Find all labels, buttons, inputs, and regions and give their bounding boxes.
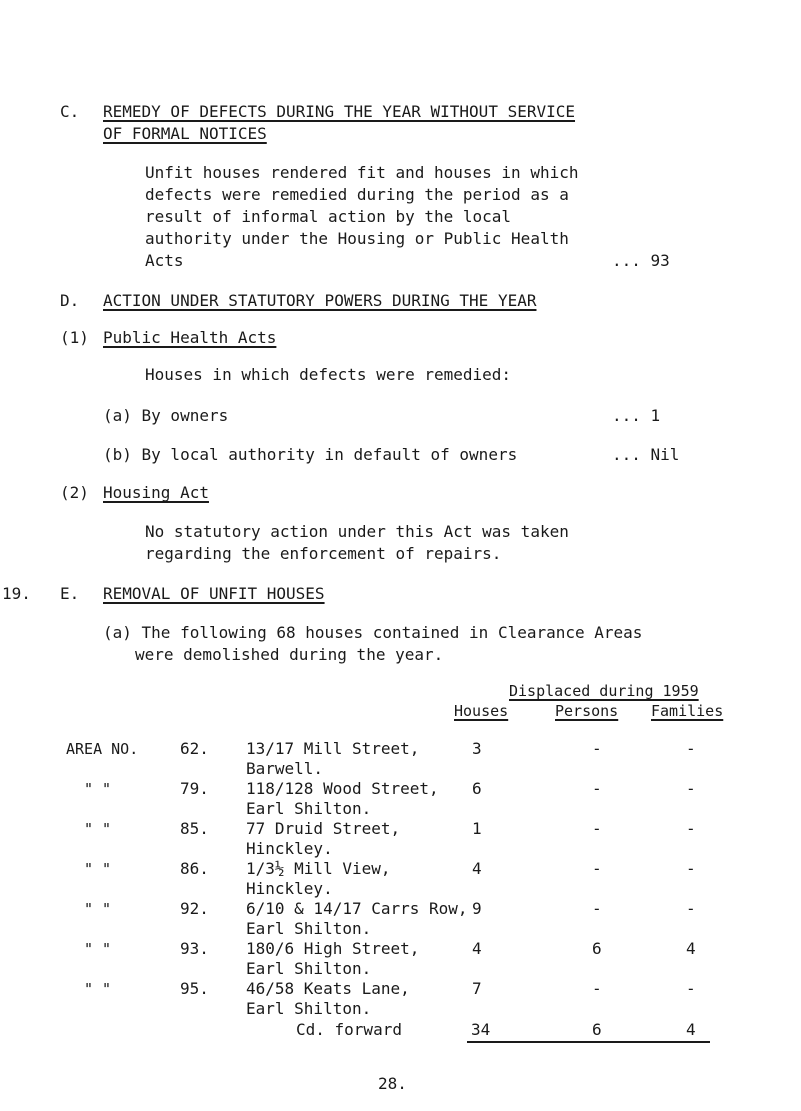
section-e-letter: E. bbox=[60, 584, 80, 603]
total-label: Cd. forward bbox=[296, 1020, 402, 1039]
families-count: - bbox=[686, 819, 696, 838]
section-c-para-line: authority under the Housing or Public Health bbox=[145, 229, 569, 248]
families-count: - bbox=[686, 739, 696, 758]
address-line1: 1/3½ Mill View, bbox=[246, 859, 391, 878]
address-line2: Earl Shilton. bbox=[246, 919, 372, 938]
persons-count: - bbox=[592, 819, 602, 838]
subsection-2-number: (2) bbox=[60, 483, 89, 502]
area-number: 62. bbox=[180, 739, 209, 758]
houses-count: 6 bbox=[472, 779, 482, 798]
persons-count: - bbox=[592, 979, 602, 998]
total-top-rule bbox=[467, 1041, 710, 1043]
persons-count: - bbox=[592, 899, 602, 918]
subsection-1-title: Public Health Acts bbox=[103, 328, 277, 347]
address-line2: Earl Shilton. bbox=[246, 799, 372, 818]
area-label: " " bbox=[84, 900, 112, 918]
area-number: 92. bbox=[180, 899, 209, 918]
subsection-2-line: regarding the enforcement of repairs. bbox=[145, 544, 502, 563]
subsection-2-title: Housing Act bbox=[103, 483, 209, 502]
item-b-value: ... Nil bbox=[612, 445, 680, 464]
persons-count: - bbox=[592, 739, 602, 758]
persons-count: 6 bbox=[592, 939, 602, 958]
houses-count: 7 bbox=[472, 979, 482, 998]
section-e-intro-line: (a) The following 68 houses contained in Clearance Areas bbox=[103, 623, 643, 642]
houses-count: 4 bbox=[472, 939, 482, 958]
address-line1: 6/10 & 14/17 Carrs Row, bbox=[246, 899, 468, 918]
families-count: - bbox=[686, 979, 696, 998]
houses-count: 1 bbox=[472, 819, 482, 838]
area-label: " " bbox=[84, 860, 112, 878]
column-header-houses: Houses bbox=[454, 702, 509, 720]
section-c-heading-line2: OF FORMAL NOTICES bbox=[103, 124, 267, 143]
section-c-para-line: defects were remedied during the period as a bbox=[145, 185, 569, 204]
section-c-para-line: Acts bbox=[145, 251, 184, 270]
margin-marker: 19. bbox=[2, 584, 31, 603]
section-e-intro-line: were demolished during the year. bbox=[135, 645, 444, 664]
persons-count: - bbox=[592, 779, 602, 798]
area-label: " " bbox=[84, 940, 112, 958]
item-b-label: (b) By local authority in default of owners bbox=[103, 445, 518, 464]
area-number: 85. bbox=[180, 819, 209, 838]
section-c-heading-line1: REMEDY OF DEFECTS DURING THE YEAR WITHOUT SERVICE bbox=[103, 102, 576, 121]
address-line2: Barwell. bbox=[246, 759, 324, 778]
address-line1: 77 Druid Street, bbox=[246, 819, 401, 838]
houses-count: 4 bbox=[472, 859, 482, 878]
subsection-1-number: (1) bbox=[60, 328, 89, 347]
column-header-families: Families bbox=[651, 702, 724, 720]
families-count: - bbox=[686, 779, 696, 798]
area-number: 79. bbox=[180, 779, 209, 798]
total-families: 4 bbox=[686, 1020, 696, 1039]
houses-count: 3 bbox=[472, 739, 482, 758]
section-c-letter: C. bbox=[60, 102, 80, 121]
address-line2: Earl Shilton. bbox=[246, 959, 372, 978]
area-number: 93. bbox=[180, 939, 209, 958]
item-a-label: (a) By owners bbox=[103, 406, 229, 425]
page-number: 28. bbox=[378, 1074, 407, 1093]
families-count: - bbox=[686, 899, 696, 918]
address-line1: 180/6 High Street, bbox=[246, 939, 420, 958]
section-e-heading: REMOVAL OF UNFIT HOUSES bbox=[103, 584, 325, 603]
total-houses: 34 bbox=[471, 1020, 491, 1039]
total-persons: 6 bbox=[592, 1020, 602, 1039]
subsection-2-line: No statutory action under this Act was taken bbox=[145, 522, 569, 541]
area-number: 95. bbox=[180, 979, 209, 998]
families-count: - bbox=[686, 859, 696, 878]
column-header-persons: Persons bbox=[555, 702, 619, 720]
area-label: " " bbox=[84, 780, 112, 798]
area-label: AREA NO. bbox=[66, 740, 139, 758]
houses-count: 9 bbox=[472, 899, 482, 918]
address-line1: 46/58 Keats Lane, bbox=[246, 979, 410, 998]
area-number: 86. bbox=[180, 859, 209, 878]
address-line2: Hinckley. bbox=[246, 839, 333, 858]
area-label: " " bbox=[84, 980, 112, 998]
families-count: 4 bbox=[686, 939, 696, 958]
address-line2: Hinckley. bbox=[246, 879, 333, 898]
section-c-para-line: Unfit houses rendered fit and houses in which bbox=[145, 163, 579, 182]
subsection-1-intro: Houses in which defects were remedied: bbox=[145, 365, 512, 384]
persons-count: - bbox=[592, 859, 602, 878]
section-c-value: ... 93 bbox=[612, 251, 670, 270]
area-label: " " bbox=[84, 820, 112, 838]
address-line1: 118/128 Wood Street, bbox=[246, 779, 439, 798]
address-line2: Earl Shilton. bbox=[246, 999, 372, 1018]
section-d-heading: ACTION UNDER STATUTORY POWERS DURING THE YEAR bbox=[103, 291, 537, 310]
section-c-para-line: result of informal action by the local bbox=[145, 207, 512, 226]
item-a-value: ... 1 bbox=[612, 406, 661, 425]
address-line1: 13/17 Mill Street, bbox=[246, 739, 420, 758]
section-d-letter: D. bbox=[60, 291, 80, 310]
displaced-header: Displaced during 1959 bbox=[509, 682, 699, 700]
